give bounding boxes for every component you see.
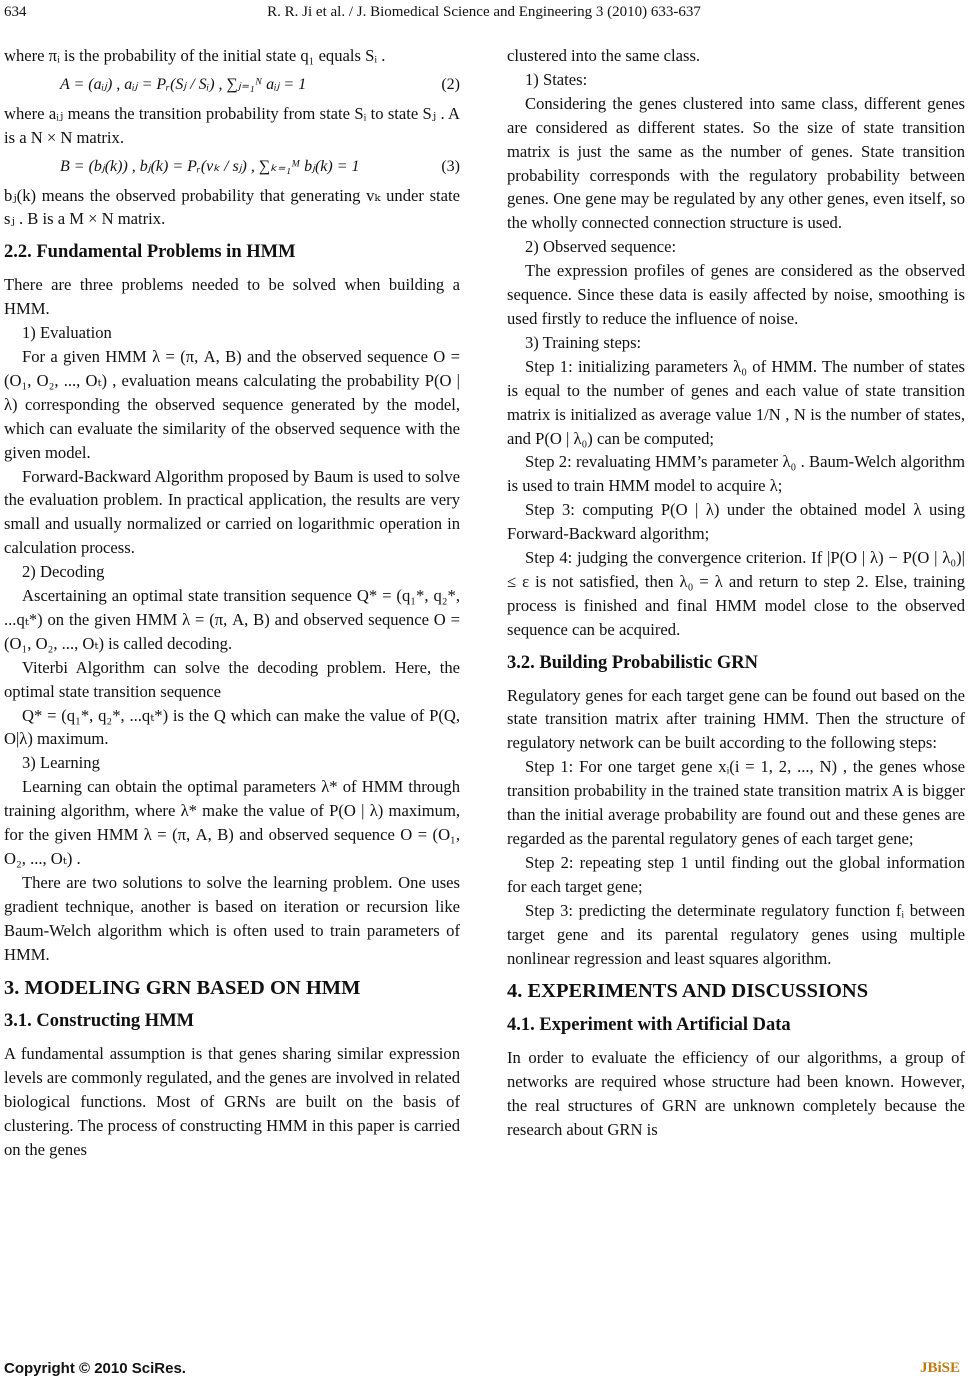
subsection-label: 3) Training steps:: [525, 332, 642, 352]
running-title: R. R. Ji et al. / J. Biomedical Science and Engineering 3 (2010) 633-637: [267, 4, 701, 20]
equation-2: [4, 73, 460, 97]
section-heading: 2.2. Fundamental Problems in HMM: [4, 242, 296, 263]
paragraph: There are two solutions to solve the learning problem. One uses gradient technique, another is based on iteration or recursion like Baum-Welch algorithm which is often used to train parameters of HMM.: [4, 872, 460, 964]
paragraph: A fundamental assumption is that genes sharing similar expression levels are commonly regulated, and the genes are involved in related biological functions. Most of GRNs are built on the basis of clustering. The process of constructing HMM in this paper is carried on the genes: [4, 1044, 460, 1159]
paragraph: where πᵢ is the probability of the initial state q₁ equals Sᵢ .: [4, 46, 386, 65]
paragraph: Step 3: predicting the determinate regulatory function fᵢ between target gene and its parental regulatory genes using multiple nonlinear regression and least squares algorithm.: [507, 900, 965, 968]
paragraph: Learning can obtain the optimal parameters λ* of HMM through training algorithm, where λ* make the value of P(O | λ) maximum, for the given HMM λ = (π, A, B) and observed sequence O = (O₁, O₂, ..., Oₜ) .: [4, 777, 460, 868]
equation-number: (3): [441, 157, 460, 175]
paragraph: Considering the genes clustered into same class, different genes are considered as different states. So the size of state transition matrix is just the same as the number of genes. State transition probability corresponds with the regulatory probability between genes. One gene may be regulated by any other genes, even itself, so the wholly connected connection structure is used.: [507, 93, 965, 233]
section-heading: 3. MODELING GRN BASED ON HMM: [4, 976, 361, 999]
paragraph: In order to evaluate the efficiency of our algorithms, a group of networks are required whose structure had been known. However, the real structures of GRN are unknown completely because the research about GRN is: [507, 1048, 965, 1139]
page-number: 634: [4, 4, 27, 20]
paragraph: clustered into the same class.: [507, 46, 701, 65]
subsection-label: 1) States:: [525, 69, 588, 89]
subsection-label: 3) Learning: [22, 753, 100, 773]
paragraph: There are three problems needed to be solved when building a HMM.: [4, 275, 460, 319]
paragraph: Forward-Backward Algorithm proposed by Baum is used to solve the evaluation problem. In practical application, the results are very small and usually normalized or carried on logarithmic operation in calculation process.: [4, 466, 460, 558]
paragraph: The expression profiles of genes are considered as the observed sequence. Since these data is easily affected by noise, smoothing is used firstly to reduce the influence of noise.: [507, 261, 965, 328]
subsection-label: 2) Decoding: [22, 562, 105, 582]
paragraph: Step 1: initializing parameters λ₀ of HMM. The number of states is equal to the number of genes and each value of state transition matrix is initialized as average value 1/N , N is the number of states, and P(O | λ₀) can be computed;: [507, 356, 965, 448]
paragraph: For a given HMM λ = (π, A, B) and the observed sequence O = (O₁, O₂, ..., Oₜ) , evaluation means calculating the probability P(O | λ) corresponding the observed sequence generated by the model, which can evaluate the similarity of the observed sequence with the given model.: [4, 346, 460, 462]
paragraph: bⱼ(k) means the observed probability that generating vₖ under state sⱼ . B is a M × N matrix.: [4, 185, 460, 229]
paragraph: Viterbi Algorithm can solve the decoding problem. Here, the optimal state transition sequence: [4, 657, 460, 701]
subsection-label: 1) Evaluation: [22, 323, 112, 343]
right-column: [507, 44, 965, 1142]
section-heading: 3.1. Constructing HMM: [4, 1011, 195, 1032]
section-heading: 4. EXPERIMENTS AND DISCUSSIONS: [507, 980, 869, 1003]
paragraph: Step 3: computing P(O | λ) under the obtained model λ using Forward-Backward algorithm;: [507, 500, 965, 544]
paragraph: where aᵢⱼ means the transition probability from state Sᵢ to state Sⱼ . A is a N × N matrix.: [4, 103, 460, 147]
copyright-notice: Copyright © 2010 SciRes.: [4, 1360, 186, 1377]
section-heading: 3.2. Building Probabilistic GRN: [507, 652, 758, 673]
paragraph: Step 1: For one target gene xᵢ(i = 1, 2, ..., N) , the genes whose transition probability in the trained state transition matrix A is bigger than the initial average probability are found out and these genes are regarded as the parental regulatory genes of each target gene;: [507, 757, 965, 848]
paragraph: Step 4: judging the convergence criterion. If |P(O | λ) − P(O | λ₀)| ≤ ε is not satisfied, then λ₀ = λ and return to step 2. Else, training process is finished and final HMM model close to the observed sequence can be acquired.: [507, 548, 965, 639]
paragraph: Step 2: repeating step 1 until finding out the global information for each target gene;: [507, 852, 965, 896]
page-header: [0, 4, 968, 28]
equation-body: B = (bⱼ(k)) , bⱼ(k) = Pᵣ(vₖ / sⱼ) , ∑ₖ₌₁ᴹ bⱼ(k) = 1: [60, 157, 360, 175]
section-heading: 4.1. Experiment with Artificial Data: [507, 1015, 791, 1036]
paragraph: Regulatory genes for each target gene can be found out based on the state transition matrix after training HMM. Then the structure of regulatory network can be built according to the following steps:: [507, 685, 965, 753]
page-footer: [0, 1358, 968, 1382]
equation-number: (2): [441, 75, 460, 93]
paragraph: Ascertaining an optimal state transition sequence Q* = (q₁*, q₂*, ...qₜ*) on the given HMM λ = (π, A, B) and observed sequence O = (O₁, O₂, ..., Oₜ) is called decoding.: [4, 586, 460, 653]
equation-body: A = (aᵢⱼ) , aᵢⱼ = Pᵣ(Sⱼ / Sᵢ) , ∑ⱼ₌₁ᴺ aᵢⱼ = 1: [60, 75, 307, 93]
journal-abbreviation: JBiSE: [919, 1360, 960, 1376]
subsection-label: 2) Observed sequence:: [525, 237, 677, 257]
paragraph: Step 2: revaluating HMM’s parameter λ₀ . Baum-Welch algorithm is used to train HMM model to acquire λ;: [507, 452, 965, 496]
paragraph: Q* = (q₁*, q₂*, ...qₜ*) is the Q which can make the value of P(Q, O|λ) maximum.: [4, 705, 460, 749]
equation-3: [4, 155, 460, 179]
left-column: [4, 44, 460, 1162]
